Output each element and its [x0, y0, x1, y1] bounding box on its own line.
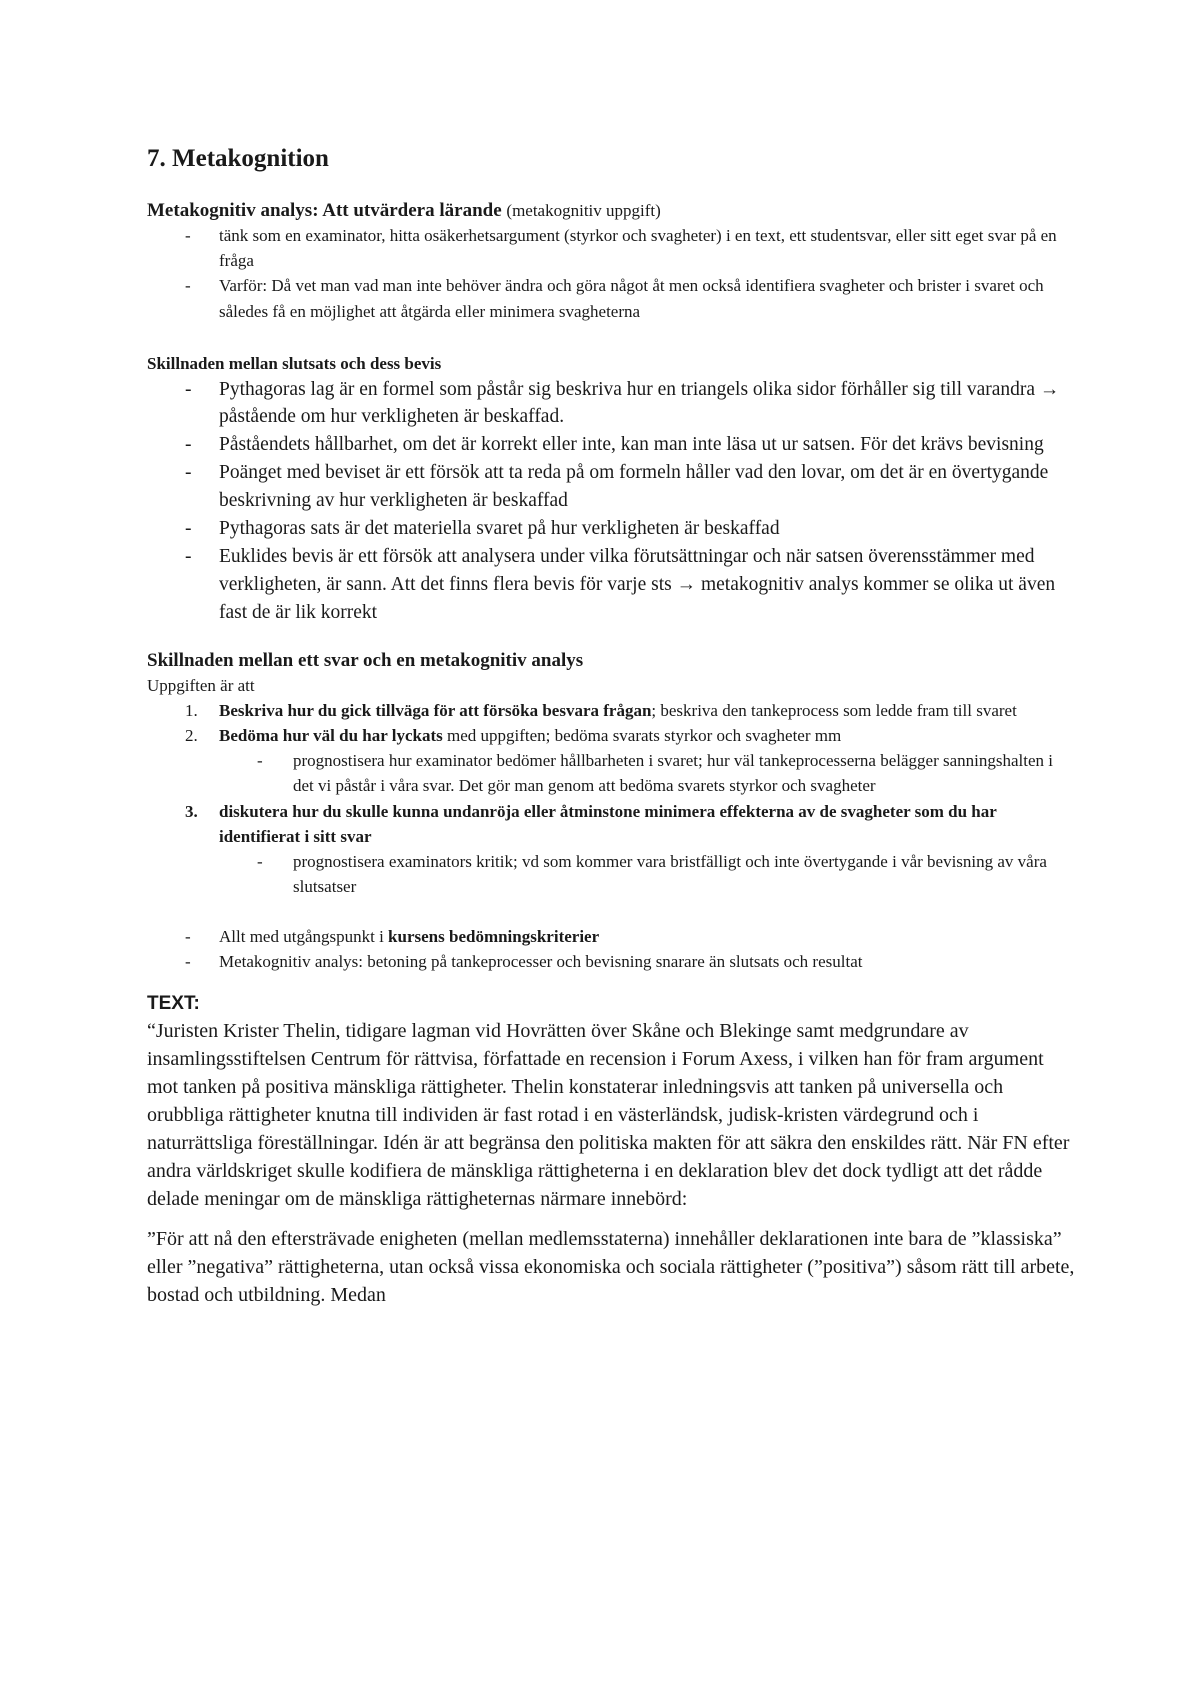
- section-heading-bold: Metakognitiv analys: Att utvärdera lärande: [147, 199, 502, 221]
- list-item: - Pythagoras lag är en formel som påstår sig beskriva hur en triangels olika sidor förhåller sig till varandra → påstående om hur verkligheten är beskaffad.: [147, 376, 1077, 432]
- list-item: - Varför: Då vet man vad man inte behöver ändra och göra något åt men också identifiera svagheter och brister i svaret och således få en möjlighet att åtgärda eller minimera svagheterna: [147, 273, 1077, 323]
- section-heading-svar-metakognitiv: [147, 648, 1077, 674]
- section-heading-metakognitiv-analys: [147, 198, 1077, 224]
- numbered-item-2: [147, 723, 1077, 748]
- document-content: [147, 143, 1077, 1309]
- page-title: 7. Metakognition: [147, 145, 329, 172]
- list-item: - tänk som en examinator, hitta osäkerhetsargument (styrkor och svagheter) i en text, ett studentsvar, eller sitt eget svar på en fråga: [147, 223, 1077, 273]
- section3-numbered-list-cont: [147, 799, 1077, 849]
- numbered-item-1: [147, 698, 1077, 723]
- section1-list: [147, 223, 1077, 324]
- text-heading: TEXT:: [147, 993, 200, 1015]
- item-bold-text: Bedöma hur väl du har lyckats: [219, 726, 443, 746]
- list-item: - Pythagoras sats är det materiella svaret på hur verkligheten är beskaffad: [147, 515, 1077, 543]
- section3-intro: Uppgiften är att: [147, 676, 255, 696]
- list-item: [147, 924, 1077, 949]
- section3-after-list: [147, 924, 1077, 974]
- sub-list: [147, 748, 1077, 798]
- item-number: 2.: [185, 726, 198, 746]
- item-text: Allt med utgångspunkt i: [219, 927, 389, 947]
- item-number: 1.: [185, 700, 198, 720]
- numbered-item-3: [147, 799, 1077, 849]
- text-paragraph-1: “Juristen Krister Thelin, tidigare lagman vid Hovrätten över Skåne och Blekinge samt medgrundare av insamlingsstiftelsen Centrum för rättvisa, författade en recension i Forum Axess, i vilken han för fram argument mot tanken på positiva mänskliga rättigheter. Thelin konstaterar inledningsvis att tanken på universella och orubbliga rättigheter knutna till individen är fast rotad i en västerländsk, judisk-kristen värdegrund och i naturrättsliga föreställningar. Idén är att begränsa den politiska makten för att säkra den enskildes rätt. När FN efter andra världskriget skulle kodifiera de mänskliga rättigheterna i en deklaration blev det dock tydligt att det rådde delade meningar om de mänskliga rättigheternas närmare innebörd:: [147, 1020, 1070, 1211]
- list-item: - Euklides bevis är ett försök att analysera under vilka förutsättningar och när satsen överensstämmer med verkligheten, är sann. Att det finns flera bevis för varje sts → metakognitiv analys kommer se olika ut även fast de är lik korrekt: [147, 543, 1077, 627]
- list-item: - Poänget med beviset är ett försök att ta reda på om formeln håller vad den lovar, om det är en övertygande beskrivning av hur verkligheten är beskaffad: [147, 459, 1077, 515]
- item-text: ; beskriva den tankeprocess som ledde fram till svaret: [651, 700, 1017, 720]
- section-heading-note: (metakognitiv uppgift): [506, 200, 661, 220]
- item-bold-text: diskutera hur du skulle kunna undanröja eller åtminstone minimera effekterna av de svagheter som du har identifierat i sitt svar: [219, 801, 997, 846]
- item-number: 3.: [185, 801, 198, 821]
- section2-list: [147, 376, 1077, 627]
- section3-numbered-list: [147, 698, 1077, 748]
- item-bold-text: Beskriva hur du gick tillväga för att försöka besvara frågan: [219, 700, 652, 720]
- list-item: - Påståendets hållbarhet, om det är korrekt eller inte, kan man inte läsa ut ur satsen. För det krävs bevisning: [147, 431, 1077, 459]
- sub-list: [147, 849, 1077, 899]
- list-item: [147, 949, 1077, 974]
- sub-list-item: - prognostisera examinators kritik; vd som kommer vara bristfälligt och inte övertygande i vår bevisning av våra slutsatser: [147, 849, 1077, 899]
- section-heading-bold: Skillnaden mellan ett svar och en metakognitiv analys: [147, 650, 584, 672]
- text-paragraph-2: ”För att nå den eftersträvade enigheten (mellan medlemsstaterna) innehåller deklarationen inte bara de ”klassiska” eller ”negativa” rättigheterna, utan också vissa ekonomiska och sociala rättigheter (”positiva”) såsom rätt till arbete, bostad och utbildning. Medan: [147, 1228, 1075, 1307]
- item-text: med uppgiften; bedöma svarats styrkor och svagheter mm: [442, 726, 842, 746]
- sub-list-item: - prognostisera hur examinator bedömer hållbarheten i svaret; hur väl tankeprocesserna belägger sanningshalten i det vi påstår i våra svar. Det gör man genom att bedöma svarets styrkor och svagheter: [147, 748, 1077, 798]
- section-heading-slutsats-bevis: Skillnaden mellan slutsats och dess bevis: [147, 353, 442, 373]
- item-text: Metakognitiv analys: betoning på tankeprocesser och bevisning snarare än slutsats och resultat: [219, 952, 863, 972]
- item-bold-text: kursens bedömningskriterier: [388, 927, 600, 947]
